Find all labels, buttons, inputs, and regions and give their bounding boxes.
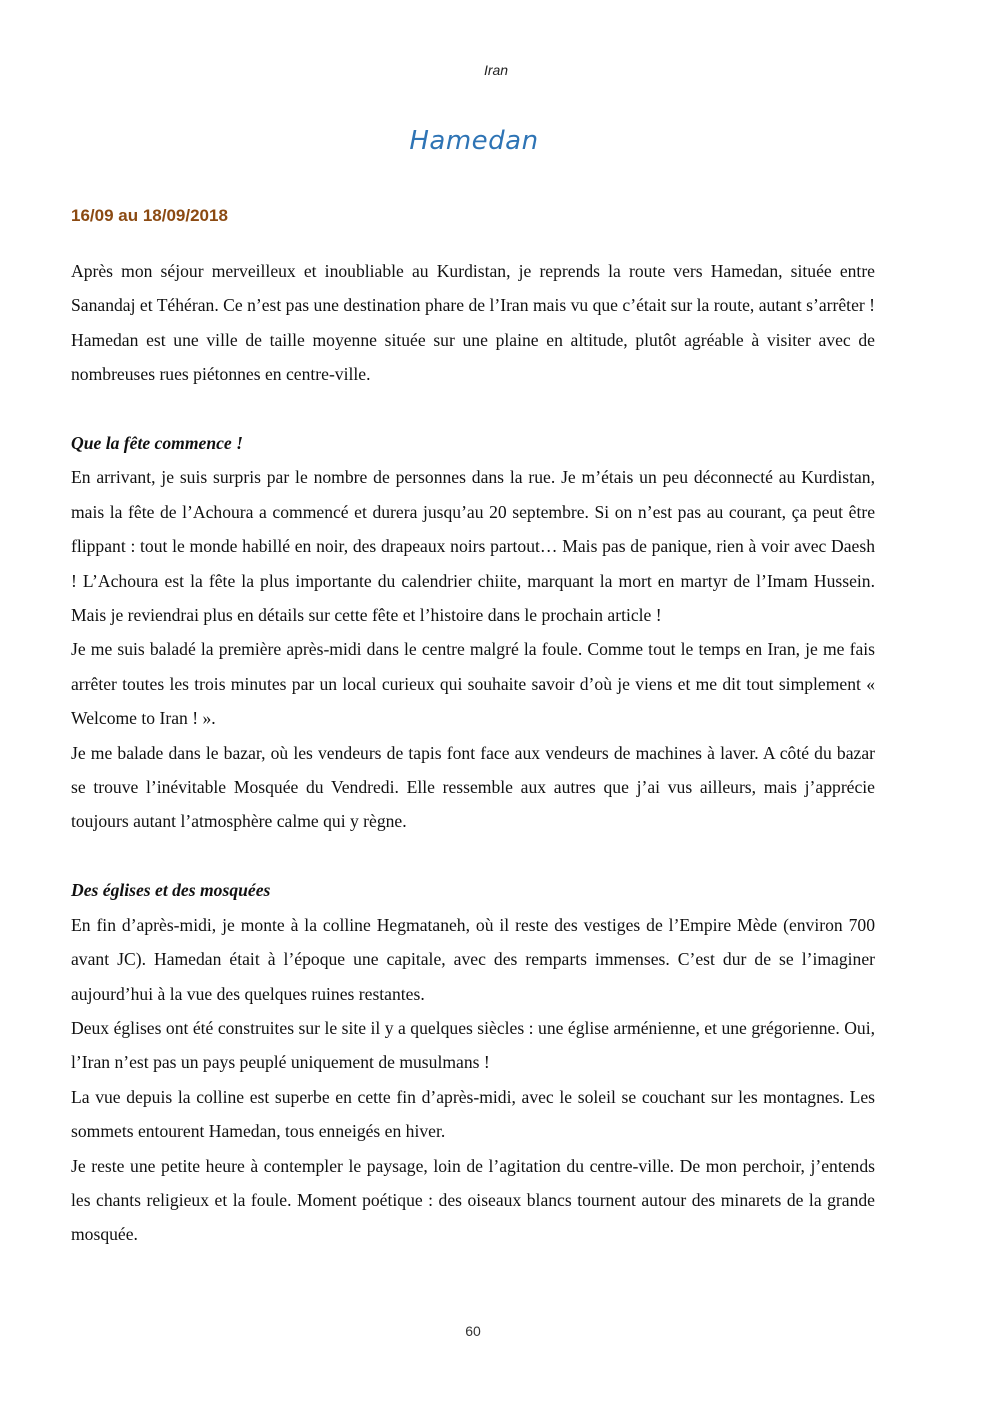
article-date: 16/09 au 18/09/2018	[71, 206, 228, 225]
page-number: 60	[465, 1323, 481, 1339]
section-spacer	[71, 392, 875, 426]
paragraph: En fin d’après-midi, je monte à la colline Hegmataneh, où il reste des vestiges de l’Empire Mède (environ 700 avant JC). Hamedan était à l’époque une capitale, avec des remparts immenses. C’est dur de se l’imaginer aujourd’hui à la vue des quelques ruines restantes.	[71, 914, 875, 1004]
section-heading-eglises: Des églises et des mosquées	[71, 880, 271, 901]
article-body	[71, 254, 875, 1252]
paragraph: Je reste une petite heure à contempler le paysage, loin de l’agitation du centre-ville. De mon perchoir, j’entends les chants religieux et la foule. Moment poétique : des oiseaux blancs tournent autour des minarets de la grande mosquée.	[71, 1155, 875, 1245]
intro-paragraph: Après mon séjour merveilleux et inoubliable au Kurdistan, je reprends la route vers Hamedan, située entre Sanandaj et Téhéran. Ce n’est pas une destination phare de l’Iran mais vu que c’était sur la route, autant s’arrêter ! Hamedan est une ville de taille moyenne située sur une plaine en altitude, plutôt agréable à visiter avec de nombreuses rues piétonnes en centre-ville.	[71, 261, 875, 385]
section-heading-fete: Que la fête commence !	[71, 433, 243, 454]
paragraph: La vue depuis la colline est superbe en cette fin d’après-midi, avec le soleil se couchant sur les montagnes. Les sommets entourent Hamedan, tous enneigés en hiver.	[71, 1086, 875, 1142]
paragraph: Deux églises ont été construites sur le site il y a quelques siècles : une église arménienne, et une grégorienne. Oui, l’Iran n’est pas un pays peuplé uniquement de musulmans !	[71, 1017, 875, 1073]
paragraph: Je me balade dans le bazar, où les vendeurs de tapis font face aux vendeurs de machines à laver. A côté du bazar se trouve l’inévitable Mosquée du Vendredi. Elle ressemble aux autres que j’ai vus ailleurs, mais j’apprécie toujours autant l’atmosphère calme qui y règne.	[71, 742, 875, 832]
article-title: Hamedan	[409, 126, 539, 156]
running-header: Iran	[483, 62, 509, 78]
paragraph: Je me suis baladé la première après-midi dans le centre malgré la foule. Comme tout le temps en Iran, je me fais arrêter toutes les trois minutes par un local curieux qui souhaite savoir d’où je viens et me dit tout simplement « Welcome to Iran ! ».	[71, 639, 875, 729]
section-spacer	[71, 839, 875, 873]
paragraph: En arrivant, je suis surpris par le nombre de personnes dans la rue. Je m’étais un peu déconnecté au Kurdistan, mais la fête de l’Achoura a commencé et durera jusqu’au 20 septembre. Si on n’est pas au courant, ça peut être flippant : tout le monde habillé en noir, des drapeaux noirs partout… Mais pas de panique, rien à voir avec Daesh ! L’Achoura est la fête la plus importante du calendrier chiite, marquant la mort en martyr de l’Imam Hussein. Mais je reviendrai plus en détails sur cette fête et l’histoire dans le prochain article !	[71, 467, 875, 626]
